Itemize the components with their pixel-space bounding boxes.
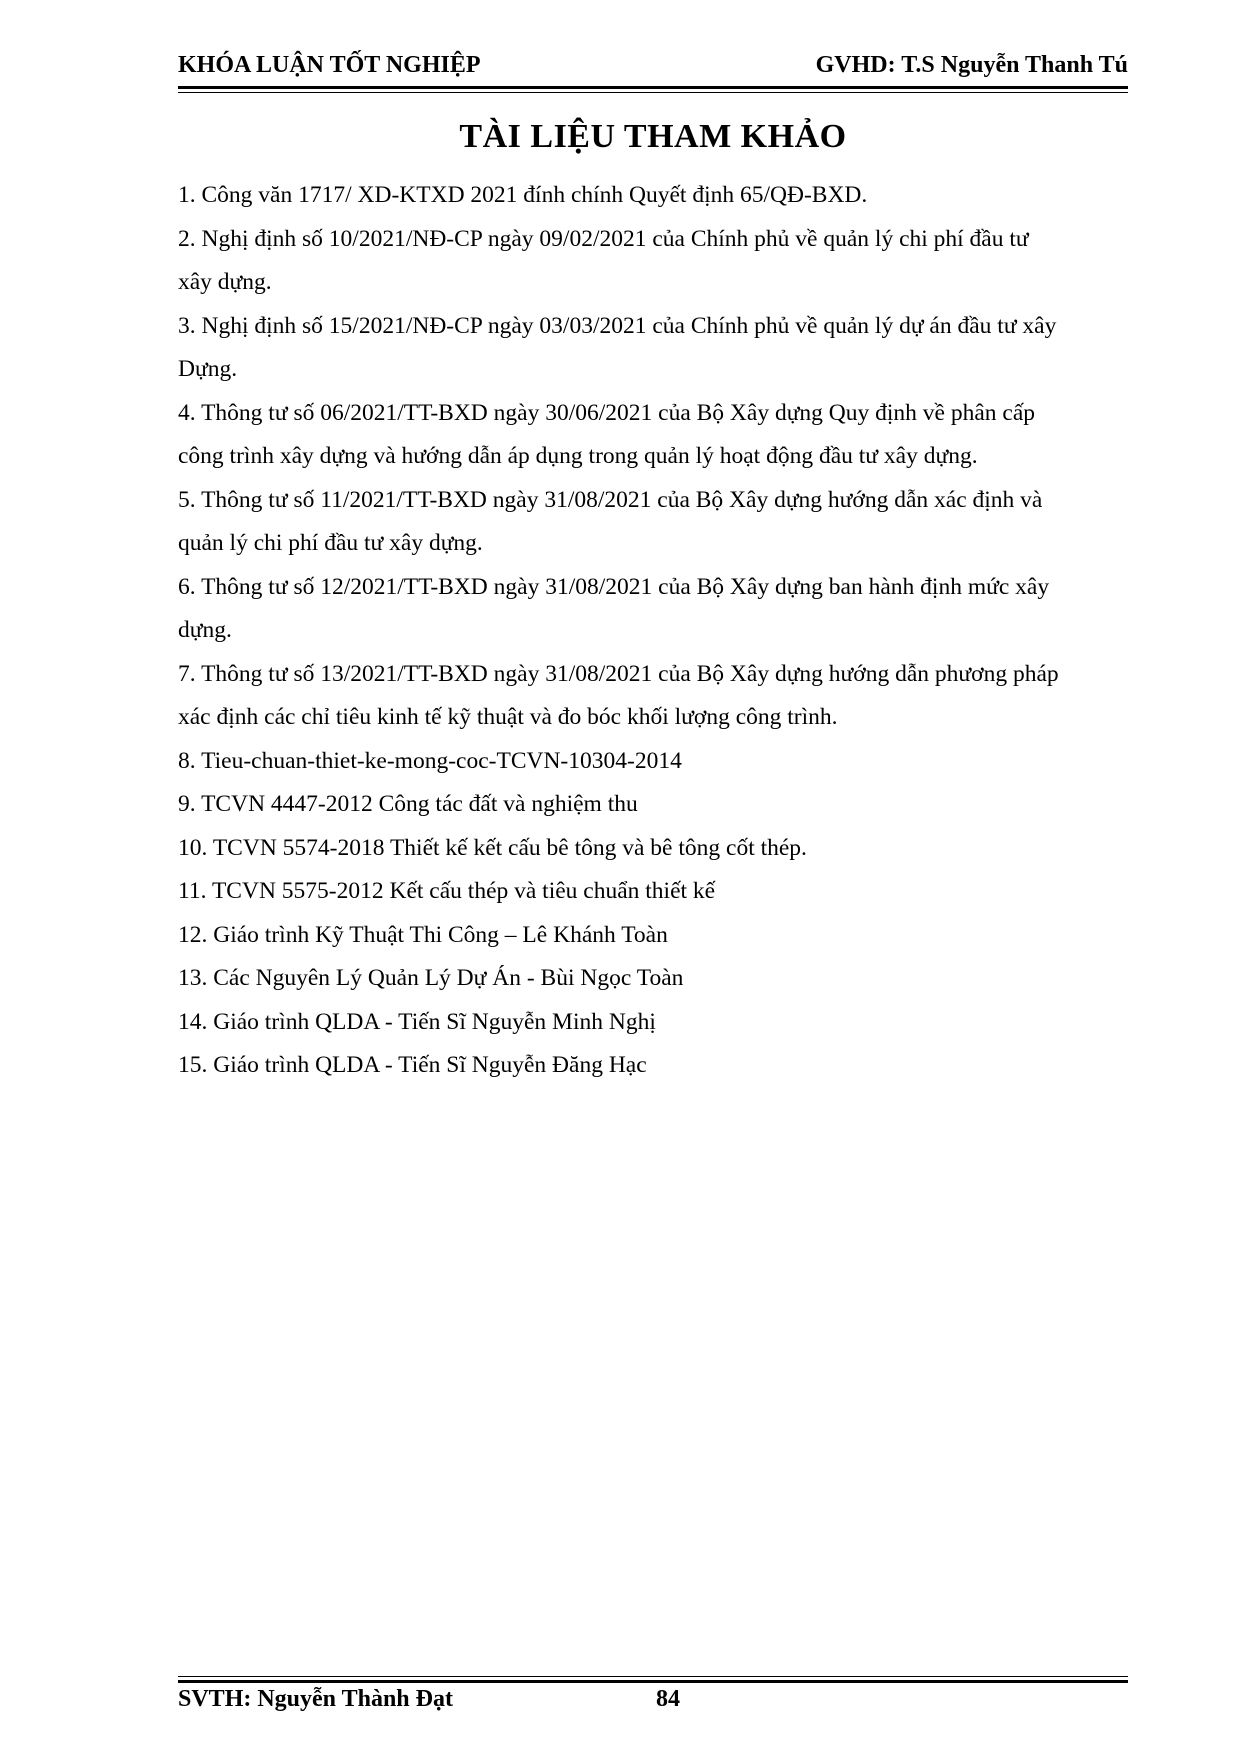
reference-line: 11. TCVN 5575-2012 Kết cấu thép và tiêu chuẩn thiết kế	[178, 878, 716, 904]
reference-line: công trình xây dựng và hướng dẫn áp dụng trong quản lý hoạt động đầu tư xây dựng.	[178, 443, 978, 469]
header-rule-thin	[178, 92, 1128, 93]
footer-student: SVTH: Nguyễn Thành Đạt	[178, 1686, 453, 1712]
header-rule-thick	[178, 86, 1128, 89]
reference-list	[178, 174, 1138, 1088]
page-header	[178, 52, 1128, 86]
footer-rule-thin	[178, 1676, 1128, 1677]
page-title: TÀI LIỆU THAM KHẢO	[459, 118, 847, 155]
reference-line: 2. Nghị định số 10/2021/NĐ-CP ngày 09/02/2021 của Chính phủ về quản lý chi phí đầu tư	[178, 225, 1029, 252]
reference-line: xác định các chỉ tiêu kinh tế kỹ thuật và đo bóc khối lượng công trình.	[178, 704, 838, 730]
reference-line: quản lý chi phí đầu tư xây dựng.	[178, 530, 483, 556]
reference-line: 15. Giáo trình QLDA - Tiến Sĩ Nguyễn Đăng Hạc	[178, 1052, 647, 1078]
reference-line: 7. Thông tư số 13/2021/TT-BXD ngày 31/08/2021 của Bộ Xây dựng hướng dẫn phương pháp	[178, 660, 1059, 687]
reference-line: 5. Thông tư số 11/2021/TT-BXD ngày 31/08/2021 của Bộ Xây dựng hướng dẫn xác định và	[178, 486, 1043, 513]
page-footer	[178, 1686, 1128, 1720]
footer-rule-thick	[178, 1680, 1128, 1683]
reference-line: 14. Giáo trình QLDA - Tiến Sĩ Nguyễn Minh Nghị	[178, 1008, 656, 1035]
reference-line: 3. Nghị định số 15/2021/NĐ-CP ngày 03/03/2021 của Chính phủ về quản lý dự án đầu tư xây	[178, 312, 1057, 339]
reference-line: 4. Thông tư số 06/2021/TT-BXD ngày 30/06/2021 của Bộ Xây dựng Quy định về phân cấp	[178, 399, 1036, 426]
header-thesis-label: KHÓA LUẬN TỐT NGHIỆP	[178, 52, 481, 78]
reference-line: 6. Thông tư số 12/2021/TT-BXD ngày 31/08/2021 của Bộ Xây dựng ban hành định mức xây	[178, 573, 1050, 600]
header-advisor: GVHD: T.S Nguyễn Thanh Tú	[815, 52, 1128, 78]
reference-line: 13. Các Nguyên Lý Quản Lý Dự Án - Bùi Ngọc Toàn	[178, 965, 684, 991]
reference-line: 8. Tieu-chuan-thiet-ke-mong-coc-TCVN-10304-2014	[178, 747, 682, 774]
reference-line: 9. TCVN 4447-2012 Công tác đất và nghiệm thu	[178, 791, 638, 817]
page-number: 84	[656, 1686, 680, 1712]
reference-line: 10. TCVN 5574-2018 Thiết kế kết cấu bê tông và bê tông cốt thép.	[178, 834, 807, 861]
reference-line: 1. Công văn 1717/ XD-KTXD 2021 đính chính Quyết định 65/QĐ-BXD.	[178, 182, 868, 208]
reference-line: xây dựng.	[178, 269, 272, 295]
reference-line: 12. Giáo trình Kỹ Thuật Thi Công – Lê Khánh Toàn	[178, 921, 668, 948]
reference-line: Dựng.	[178, 356, 238, 382]
reference-line: dựng.	[178, 617, 232, 643]
